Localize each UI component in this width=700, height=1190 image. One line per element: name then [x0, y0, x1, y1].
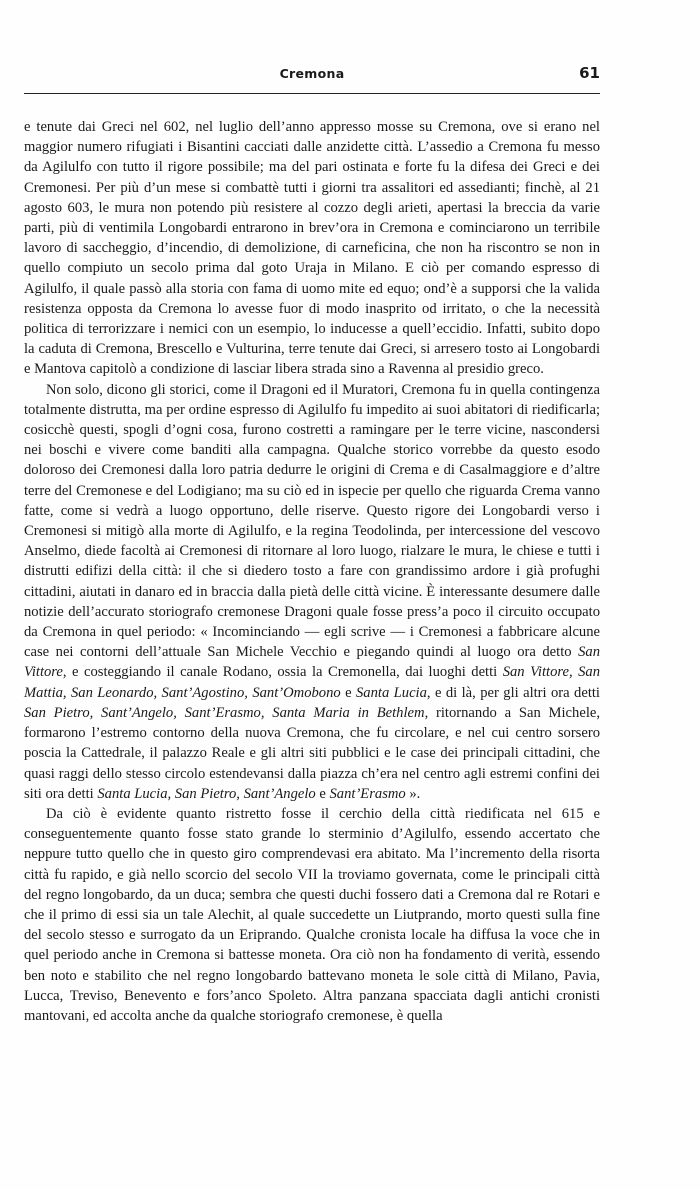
paragraph	[24, 804, 600, 1026]
italic-text: Santa Lucia	[356, 684, 427, 701]
italic-text: San Pietro, Sant’Angelo, Sant’Erasmo, Santa Maria in Bethlem	[24, 704, 425, 721]
page-header	[24, 64, 600, 90]
text-run: Da ciò è evidente quanto ristretto fosse il cerchio della città riedificata nel 615 e conseguentemente quanto fosse stato grande lo sterminio d’Agilulfo, essendo accertato che neppure tutto quello che in questo giro comprendevasi era abitato. Ma l’incremento della risorta città fu rapido, e già nello scorcio del secolo VII la troviamo governata, come le principali città del regno longobardo, da un duca; sembra che questi duchi fossero dati a Cremona dal re Rotari e che il primo di essi sia un tale Alechit, al quale succedette un Liutprando, morto questi sulla fine del secolo stesso e surrogato da un Eriprando. Qualche cronista locale ha diffusa la voce che in quel periodo anche in Cremona si battesse moneta. Ora ciò non ha fondamento di verità, essendo ben noto e stabilito che nel regno longobardo battevano moneta le sole città di Milano, Pavia, Lucca, Treviso, Benevento e fors’anco Spoleto. Altra panzana spacciata dagli antichi cronisti mantovani, ed accolta anche da qualche storiografo cremonese, è quella	[24, 805, 600, 1024]
running-title: Cremona	[279, 66, 345, 81]
text-run: , ritornando a San Michele, formarono l’estremo contorno della nuova Cremona, che fu circolare, e nel cui centro sorsero poscia la Cattedrale, il palazzo Reale e gli altri siti pubblici e le case dei principali cittadini, che quasi raggi dello stesso circolo estendevansi dalla piazza ch’era nel centro agli estremi confini dei siti ora detti	[24, 704, 600, 802]
italic-text: Sant’Erasmo	[329, 785, 406, 802]
italic-text: San Vittore, San Mattia, San Leonardo, Sant’Agostino, Sant’Omobono	[24, 664, 600, 701]
text-run: e tenute dai Greci nel 602, nel luglio dell’anno appresso mosse su Cremona, ove si erano nel maggior numero rifugiati i Bisantini cacciati dalle anzidette città. L’assedio a Cremona fu messo da Agilulfo con tutto il rigore possibile; ma del pari ostinata e forte fu la difesa dei Greci e dei Cremonesi. Per più d’un mese si combattè tutti i giorni tra assalitori ed assedianti; finchè, al 21 agosto 603, le mura non potendo più resistere al cozzo degli arieti, apertasi la breccia da varie parti, più di ventimila Longobardi entrarono in brev’ora in Cremona e cominciarono un terribile lavoro di saccheggio, d’incendio, di demolizione, di carneficina, che non ha riscontro se non in quello compiuto un secolo prima dal goto Uraja in Milano. E ciò per comando espresso di Agilulfo, il quale passò alla storia con fama di uomo mite ed equo; ond’è a supporsi che la valida resistenza opposta da Cremona lo avesse fuor di modo inasprito od irritato, o che la necessità politica di terrorizzare i nemici con un esempio, lo inducesse a quell’eccidio. Infatti, subito dopo la caduta di Cremona, Brescello e Vulturina, terre tenute dai Greci, si arresero tosto ai Longobardi e Mantova capitolò a condizione di lasciar libera strada sino a Ravenna al presidio greco.	[24, 119, 600, 378]
body-text	[24, 117, 600, 1026]
text-run: ».	[405, 785, 421, 802]
text-run: , e di là, per gli altri ora detti	[426, 684, 600, 701]
text-run: e	[340, 684, 356, 701]
text-run: , e costeggiando il canale Rodano, ossia la Cremonella, dai luoghi detti	[62, 664, 503, 681]
header-rule	[24, 93, 600, 94]
page-number: 61	[579, 64, 600, 82]
paragraph	[24, 117, 600, 380]
paragraph	[24, 380, 600, 804]
italic-text: San Vittore	[24, 644, 600, 681]
italic-text: Santa Lucia, San Pietro, Sant’Angelo	[97, 785, 316, 802]
text-run: e	[315, 785, 330, 802]
text-run: Non solo, dicono gli storici, come il Dragoni ed il Muratori, Cremona fu in quella contingenza totalmente distrutta, ma per ordine espresso di Agilulfo fu impedito ai suoi abitatori di riedificarla; cosicchè questi, spogli d’ogni cosa, furono costretti a ramingare per le terre vicine, nascondersi nei boschi e vivere come banditi alla campagna. Qualche storico vorrebbe da questo esodo doloroso dei Cremonesi dalla loro patria dedurre le origini di Crema e di Casalmaggiore e d’altre terre del Cremonese e del Lodigiano; ma su ciò ed in ispecie per quello che riguarda Crema vanno fatte, come si vedrà a luogo opportuno, delle riserve. Questo rigore dei Longobardi verso i Cremonesi si mitigò alla morte di Agilulfo, e la regina Teodolinda, per intercessione del vescovo Anselmo, diede facoltà ai Cremonesi di ritornare al loro luogo, rialzare le mura, le chiese e tutti i distrutti edifizi della città: il che si diedero tosto a fare con grandissimo ardore i già profughi cittadini, aiutati in danaro ed in braccia dalla pietà delle città vicine. È interessante desumere dalle notizie dell’accurato storiografo cremonese Dragoni quale fosse press’a poco il circuito occupato da Cremona in quel periodo: « Incominciando — egli scrive — i Cremonesi a fabbricare alcune case nei contorni dell’attuale San Michele Vecchio e piegando quindi al luogo ora detto	[24, 381, 600, 661]
